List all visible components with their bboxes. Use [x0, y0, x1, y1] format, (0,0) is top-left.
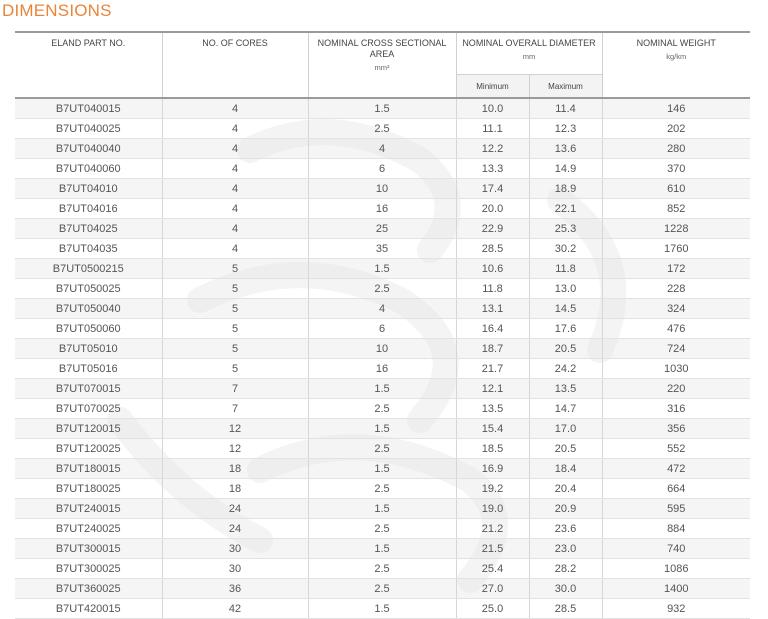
- cell-min-diameter: 15.4: [456, 419, 529, 439]
- cell-max-diameter: 11.4: [529, 98, 602, 119]
- table-row: [15, 419, 750, 439]
- cell-part-no: B7UT180015: [15, 459, 162, 479]
- table-row: [15, 199, 750, 219]
- table-row: [15, 279, 750, 299]
- cell-area: 6: [308, 159, 456, 179]
- cell-weight: 724: [602, 339, 750, 359]
- cell-max-diameter: 13.0: [529, 279, 602, 299]
- cell-weight: 740: [602, 539, 750, 559]
- cell-max-diameter: 28.5: [529, 599, 602, 619]
- cell-cores: 12: [162, 419, 308, 439]
- table-row: [15, 259, 750, 279]
- cell-cores: 4: [162, 119, 308, 139]
- cell-area: 25: [308, 219, 456, 239]
- table-row: [15, 179, 750, 199]
- cell-cores: 4: [162, 159, 308, 179]
- cell-part-no: B7UT300025: [15, 559, 162, 579]
- cell-cores: 7: [162, 399, 308, 419]
- table-row: [15, 439, 750, 459]
- section-title: DIMENSIONS: [2, 1, 112, 20]
- cell-part-no: B7UT050040: [15, 299, 162, 319]
- cell-area: 10: [308, 179, 456, 199]
- cell-max-diameter: 23.0: [529, 539, 602, 559]
- cell-weight: 852: [602, 199, 750, 219]
- cell-part-no: B7UT120025: [15, 439, 162, 459]
- table-row: [15, 299, 750, 319]
- table-body: [15, 98, 750, 619]
- table-row: [15, 499, 750, 519]
- table-row: [15, 98, 750, 119]
- cell-min-diameter: 20.0: [456, 199, 529, 219]
- cell-min-diameter: 16.4: [456, 319, 529, 339]
- header-min: Minimum: [456, 75, 529, 99]
- cell-cores: 4: [162, 239, 308, 259]
- cell-cores: 18: [162, 479, 308, 499]
- cell-area: 1.5: [308, 379, 456, 399]
- cell-part-no: B7UT040025: [15, 119, 162, 139]
- cell-part-no: B7UT04016: [15, 199, 162, 219]
- cell-min-diameter: 19.0: [456, 499, 529, 519]
- cell-min-diameter: 18.7: [456, 339, 529, 359]
- cell-area: 10: [308, 339, 456, 359]
- cell-max-diameter: 24.2: [529, 359, 602, 379]
- cell-part-no: B7UT070025: [15, 399, 162, 419]
- cell-area: 2.5: [308, 279, 456, 299]
- cell-max-diameter: 23.6: [529, 519, 602, 539]
- cell-min-diameter: 18.5: [456, 439, 529, 459]
- cell-max-diameter: 30.2: [529, 239, 602, 259]
- cell-area: 4: [308, 299, 456, 319]
- cell-cores: 4: [162, 219, 308, 239]
- cell-part-no: B7UT120015: [15, 419, 162, 439]
- cell-min-diameter: 25.0: [456, 599, 529, 619]
- cell-part-no: B7UT050025: [15, 279, 162, 299]
- cell-area: 6: [308, 319, 456, 339]
- table-row: [15, 459, 750, 479]
- cell-cores: 5: [162, 359, 308, 379]
- cell-cores: 30: [162, 539, 308, 559]
- cell-area: 1.5: [308, 459, 456, 479]
- cell-max-diameter: 20.9: [529, 499, 602, 519]
- cell-min-diameter: 22.9: [456, 219, 529, 239]
- cell-part-no: B7UT040060: [15, 159, 162, 179]
- cell-weight: 932: [602, 599, 750, 619]
- cell-weight: 324: [602, 299, 750, 319]
- cell-cores: 4: [162, 139, 308, 159]
- cell-area: 2.5: [308, 399, 456, 419]
- cell-cores: 4: [162, 179, 308, 199]
- cell-area: 1.5: [308, 419, 456, 439]
- cell-part-no: B7UT240025: [15, 519, 162, 539]
- header-cross-section: NOMINAL CROSS SECTIONAL AREA mm²: [308, 32, 456, 98]
- cell-weight: 552: [602, 439, 750, 459]
- header-area-unit: mm²: [374, 63, 390, 72]
- table-row: [15, 319, 750, 339]
- cell-cores: 18: [162, 459, 308, 479]
- cell-min-diameter: 21.5: [456, 539, 529, 559]
- cell-cores: 5: [162, 339, 308, 359]
- cell-min-diameter: 21.7: [456, 359, 529, 379]
- table-row: [15, 159, 750, 179]
- header-cores: NO. OF CORES: [162, 32, 308, 98]
- cell-area: 35: [308, 239, 456, 259]
- cell-weight: 595: [602, 499, 750, 519]
- cell-area: 2.5: [308, 439, 456, 459]
- cell-part-no: B7UT05016: [15, 359, 162, 379]
- cell-weight: 1228: [602, 219, 750, 239]
- header-diameter-unit: mm: [522, 52, 536, 61]
- cell-weight: 202: [602, 119, 750, 139]
- cell-cores: 4: [162, 199, 308, 219]
- cell-weight: 476: [602, 319, 750, 339]
- cell-max-diameter: 13.5: [529, 379, 602, 399]
- table-row: [15, 559, 750, 579]
- cell-max-diameter: 18.4: [529, 459, 602, 479]
- cell-max-diameter: 12.3: [529, 119, 602, 139]
- cell-min-diameter: 27.0: [456, 579, 529, 599]
- table-row: [15, 539, 750, 559]
- cell-area: 2.5: [308, 579, 456, 599]
- cell-part-no: B7UT04010: [15, 179, 162, 199]
- cell-max-diameter: 17.6: [529, 319, 602, 339]
- cell-area: 1.5: [308, 259, 456, 279]
- cell-weight: 356: [602, 419, 750, 439]
- cell-part-no: B7UT300015: [15, 539, 162, 559]
- cell-cores: 12: [162, 439, 308, 459]
- cell-max-diameter: 22.1: [529, 199, 602, 219]
- cell-min-diameter: 11.1: [456, 119, 529, 139]
- cell-min-diameter: 17.4: [456, 179, 529, 199]
- cell-weight: 146: [602, 98, 750, 119]
- cell-weight: 370: [602, 159, 750, 179]
- cell-cores: 5: [162, 299, 308, 319]
- cell-max-diameter: 30.0: [529, 579, 602, 599]
- cell-cores: 30: [162, 559, 308, 579]
- cell-max-diameter: 11.8: [529, 259, 602, 279]
- header-weight-unit: kg/km: [666, 52, 687, 61]
- cell-min-diameter: 16.9: [456, 459, 529, 479]
- cell-area: 2.5: [308, 519, 456, 539]
- cell-weight: 1760: [602, 239, 750, 259]
- cell-part-no: B7UT05010: [15, 339, 162, 359]
- table-row: [15, 339, 750, 359]
- cell-max-diameter: 14.5: [529, 299, 602, 319]
- cell-area: 16: [308, 359, 456, 379]
- cell-weight: 1086: [602, 559, 750, 579]
- cell-max-diameter: 14.7: [529, 399, 602, 419]
- cell-max-diameter: 14.9: [529, 159, 602, 179]
- cell-max-diameter: 20.4: [529, 479, 602, 499]
- cell-weight: 228: [602, 279, 750, 299]
- cell-min-diameter: 11.8: [456, 279, 529, 299]
- cell-cores: 4: [162, 98, 308, 119]
- cell-min-diameter: 10.0: [456, 98, 529, 119]
- cell-cores: 24: [162, 519, 308, 539]
- cell-weight: 610: [602, 179, 750, 199]
- table-row: [15, 359, 750, 379]
- cell-weight: 1030: [602, 359, 750, 379]
- cell-max-diameter: 20.5: [529, 439, 602, 459]
- cell-max-diameter: 20.5: [529, 339, 602, 359]
- table-row: [15, 399, 750, 419]
- table-row: [15, 119, 750, 139]
- cell-cores: 24: [162, 499, 308, 519]
- cell-min-diameter: 19.2: [456, 479, 529, 499]
- cell-area: 1.5: [308, 98, 456, 119]
- cell-part-no: B7UT04025: [15, 219, 162, 239]
- header-part-no: ELAND PART NO.: [15, 32, 162, 98]
- cell-min-diameter: 28.5: [456, 239, 529, 259]
- cell-weight: 172: [602, 259, 750, 279]
- table-row: [15, 479, 750, 499]
- cell-area: 2.5: [308, 559, 456, 579]
- cell-cores: 5: [162, 319, 308, 339]
- cell-cores: 42: [162, 599, 308, 619]
- cell-min-diameter: 13.1: [456, 299, 529, 319]
- table-row: [15, 379, 750, 399]
- cell-part-no: B7UT360025: [15, 579, 162, 599]
- cell-weight: 316: [602, 399, 750, 419]
- cell-part-no: B7UT040040: [15, 139, 162, 159]
- cell-part-no: B7UT0500215: [15, 259, 162, 279]
- cell-area: 1.5: [308, 539, 456, 559]
- cell-area: 16: [308, 199, 456, 219]
- cell-part-no: B7UT420015: [15, 599, 162, 619]
- cell-weight: 220: [602, 379, 750, 399]
- cell-part-no: B7UT040015: [15, 98, 162, 119]
- cell-area: 2.5: [308, 119, 456, 139]
- cell-cores: 36: [162, 579, 308, 599]
- cell-part-no: B7UT240015: [15, 499, 162, 519]
- header-weight: NOMINAL WEIGHT kg/km: [602, 32, 750, 98]
- cell-min-diameter: 25.4: [456, 559, 529, 579]
- cell-max-diameter: 13.6: [529, 139, 602, 159]
- cell-max-diameter: 28.2: [529, 559, 602, 579]
- table-row: [15, 599, 750, 619]
- cell-cores: 5: [162, 279, 308, 299]
- cell-weight: 884: [602, 519, 750, 539]
- cell-weight: 472: [602, 459, 750, 479]
- cell-weight: 1400: [602, 579, 750, 599]
- cell-area: 2.5: [308, 479, 456, 499]
- table-row: [15, 239, 750, 259]
- cell-min-diameter: 12.1: [456, 379, 529, 399]
- cell-part-no: B7UT04035: [15, 239, 162, 259]
- cell-max-diameter: 25.3: [529, 219, 602, 239]
- cell-cores: 5: [162, 259, 308, 279]
- cell-weight: 664: [602, 479, 750, 499]
- cell-min-diameter: 13.3: [456, 159, 529, 179]
- cell-part-no: B7UT050060: [15, 319, 162, 339]
- cell-area: 1.5: [308, 599, 456, 619]
- cell-area: 4: [308, 139, 456, 159]
- cell-min-diameter: 21.2: [456, 519, 529, 539]
- header-diameter: NOMINAL OVERALL DIAMETER mm: [456, 32, 602, 75]
- header-max: Maximum: [529, 75, 602, 99]
- cell-weight: 280: [602, 139, 750, 159]
- table-row: [15, 139, 750, 159]
- cell-max-diameter: 18.9: [529, 179, 602, 199]
- cell-cores: 7: [162, 379, 308, 399]
- cell-area: 1.5: [308, 499, 456, 519]
- cell-min-diameter: 10.6: [456, 259, 529, 279]
- cell-min-diameter: 12.2: [456, 139, 529, 159]
- cell-max-diameter: 17.0: [529, 419, 602, 439]
- cell-part-no: B7UT180025: [15, 479, 162, 499]
- table-row: [15, 219, 750, 239]
- cell-part-no: B7UT070015: [15, 379, 162, 399]
- dimensions-table: [15, 31, 750, 619]
- cell-min-diameter: 13.5: [456, 399, 529, 419]
- table-row: [15, 519, 750, 539]
